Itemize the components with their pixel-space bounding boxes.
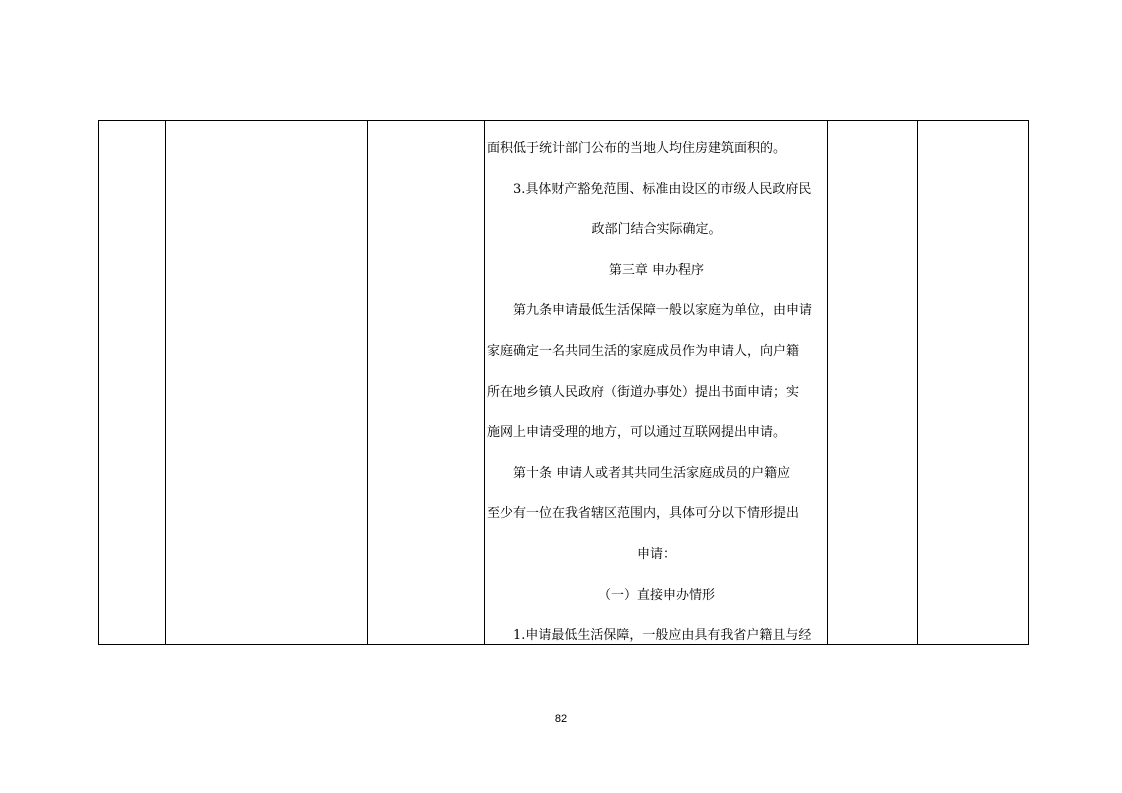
text-line: 申请： <box>636 546 676 562</box>
text-line: 所在地乡镇人民政府（街道办事处）提出书面申请；实 <box>487 384 800 400</box>
text-line: 家庭确定一名共同生活的家庭成员作为申请人，向户籍 <box>487 343 800 359</box>
table-cell-content <box>485 121 828 645</box>
text-line: 第九条申请最低生活保障一般以家庭为单位，由申请 <box>513 303 813 319</box>
text-line: 施网上申请受理的地方，可以通过互联网提出申请。 <box>487 425 787 441</box>
table-cell-empty-5 <box>828 121 918 645</box>
table-cell-empty-3 <box>368 121 485 645</box>
text-line: 3.具体财产豁免范围、标准由设区的市级人民政府民 <box>513 181 812 197</box>
table-cell-empty-1 <box>99 121 166 645</box>
text-line: 1.申请最低生活保障，一般应由具有我省户籍且与经 <box>513 628 812 644</box>
page-number: 82 <box>554 713 568 725</box>
document-table <box>98 120 1029 645</box>
table-cell-empty-6 <box>918 121 1029 645</box>
text-line: 政部门结合实际确定。 <box>591 222 722 238</box>
text-line: 面积低于统计部门公布的当地人均住房建筑面积的。 <box>487 141 787 156</box>
text-line: 至少有一位在我省辖区范围内，具体可分以下情形提出 <box>487 506 800 522</box>
cell-text-block <box>485 139 828 667</box>
table-cell-empty-2 <box>166 121 368 645</box>
text-line: 第十条 申请人或者其共同生活家庭成员的户籍应 <box>513 465 791 481</box>
chapter-heading: 第三章 申办程序 <box>608 262 705 278</box>
table-row <box>99 121 1029 645</box>
section-heading: （一）直接申办情形 <box>597 587 715 603</box>
